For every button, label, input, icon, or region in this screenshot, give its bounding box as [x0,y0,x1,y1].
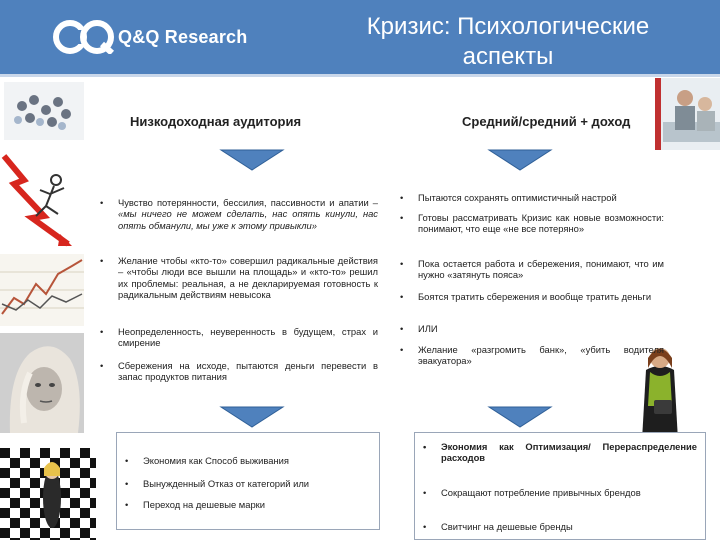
box-left-bullet-2 [125,478,371,489]
bullet-text: Сокращают потребление привычных брендов [441,487,641,498]
right-bullet-6 [400,344,664,367]
bullet-text: Чувство потерянности, бессилия, пассивности и апатии – [118,197,378,208]
bullet-text: Свитчинг на дешевые бренды [441,521,573,532]
office-people-photo [655,78,720,150]
box-right-bullet-3 [423,521,697,532]
bullet-glyph: • [100,326,104,337]
worried-woman-photo [0,333,84,433]
left-bullet-4 [100,360,378,383]
title-line-2: аспекты [462,43,554,70]
bullet-text: Боятся тратить сбережения и вообще тратить деньги [418,291,652,302]
left-bullet-2 [100,255,378,301]
bullet-glyph: • [400,212,404,223]
bullet-glyph: • [100,360,104,371]
bullet-text: Желание «разгромить банк», «убить водителя эвакуатора» [418,344,664,367]
crowd-photo [4,82,84,140]
bullet-text: Готовы рассматривать Кризис как новые возможности: понимают, что еще «не все потеряно» [418,212,664,235]
page-title [318,12,698,72]
bullet-text: Экономия как Способ выживания [143,455,289,466]
box-right-bullet-1 [423,441,697,464]
bullet-glyph: • [100,197,104,208]
bullet-quote: «мы ничего не можем сделать, нас опять кинули, нас опять обманули, мы уже к этому привыкли» [118,208,378,231]
bullet-text: Желание чтобы «кто-то» совершил радикальные действия – «чтобы люди все вышли на площадь» и «кто-то» решил их проблемы: реальная, а не декларируемая готовность к радикальным действиям невысока [118,255,378,301]
bullet-glyph: • [400,192,404,203]
bullet-glyph: • [400,344,404,355]
down-arrow-icon [217,405,287,429]
bullet-text: Неопределенность, неуверенность в будущем, страх и смирение [118,326,378,349]
bullet-text: ИЛИ [418,323,438,334]
right-column-heading: Средний/средний + доход [462,114,631,129]
bullet-glyph: • [423,487,427,498]
down-arrow-icon [485,405,555,429]
right-bullet-3 [400,258,664,281]
left-column-heading: Низкодоходная аудитория [130,114,302,129]
bullet-glyph: • [423,521,427,532]
bullet-text: Экономия как Оптимизация/ Перераспределение расходов [441,441,697,464]
logo-text: Q&Q Research [118,27,248,47]
optimization-box [414,432,706,540]
bullet-glyph: • [125,478,129,489]
bullet-text: Переход на дешевые марки [143,499,266,510]
left-bullet-3 [100,326,378,349]
survival-economy-box [116,432,380,530]
bullet-glyph: • [400,258,404,269]
right-bullet-2 [400,212,664,235]
left-bullet-1 [100,197,378,231]
checkerboard-woman-photo [0,448,96,540]
down-arrow-icon [217,148,287,172]
bullet-text: Сбережения на исходе, пытаются деньги перевести в запас продуктов питания [118,360,378,383]
bullet-text: Пока остается работа и сбережения, понимают, что им нужно «затянуть пояса» [418,258,664,281]
right-bullet-1 [400,192,664,203]
down-arrow-icon [485,148,555,172]
bullet-glyph: • [423,441,427,452]
line-graph-icon [0,254,84,326]
box-left-bullet-3 [125,499,371,510]
bullet-glyph: • [400,323,404,334]
bullet-glyph: • [400,291,404,302]
title-line-1: Кризис: Психологические [366,13,650,40]
bullet-text: Вынужденный Отказ от категорий или [143,478,310,489]
box-left-bullet-1 [125,455,371,466]
right-bullet-5 [400,323,664,334]
bullet-glyph: • [125,455,129,466]
bullet-text: Пытаются сохранять оптимистичный настрой [418,192,617,203]
bullet-glyph: • [125,499,129,510]
bullet-glyph: • [100,255,104,266]
falling-man-chart-icon [0,150,84,248]
header-bar [0,0,720,74]
box-right-bullet-2 [423,487,697,498]
right-bullet-4 [400,291,664,302]
